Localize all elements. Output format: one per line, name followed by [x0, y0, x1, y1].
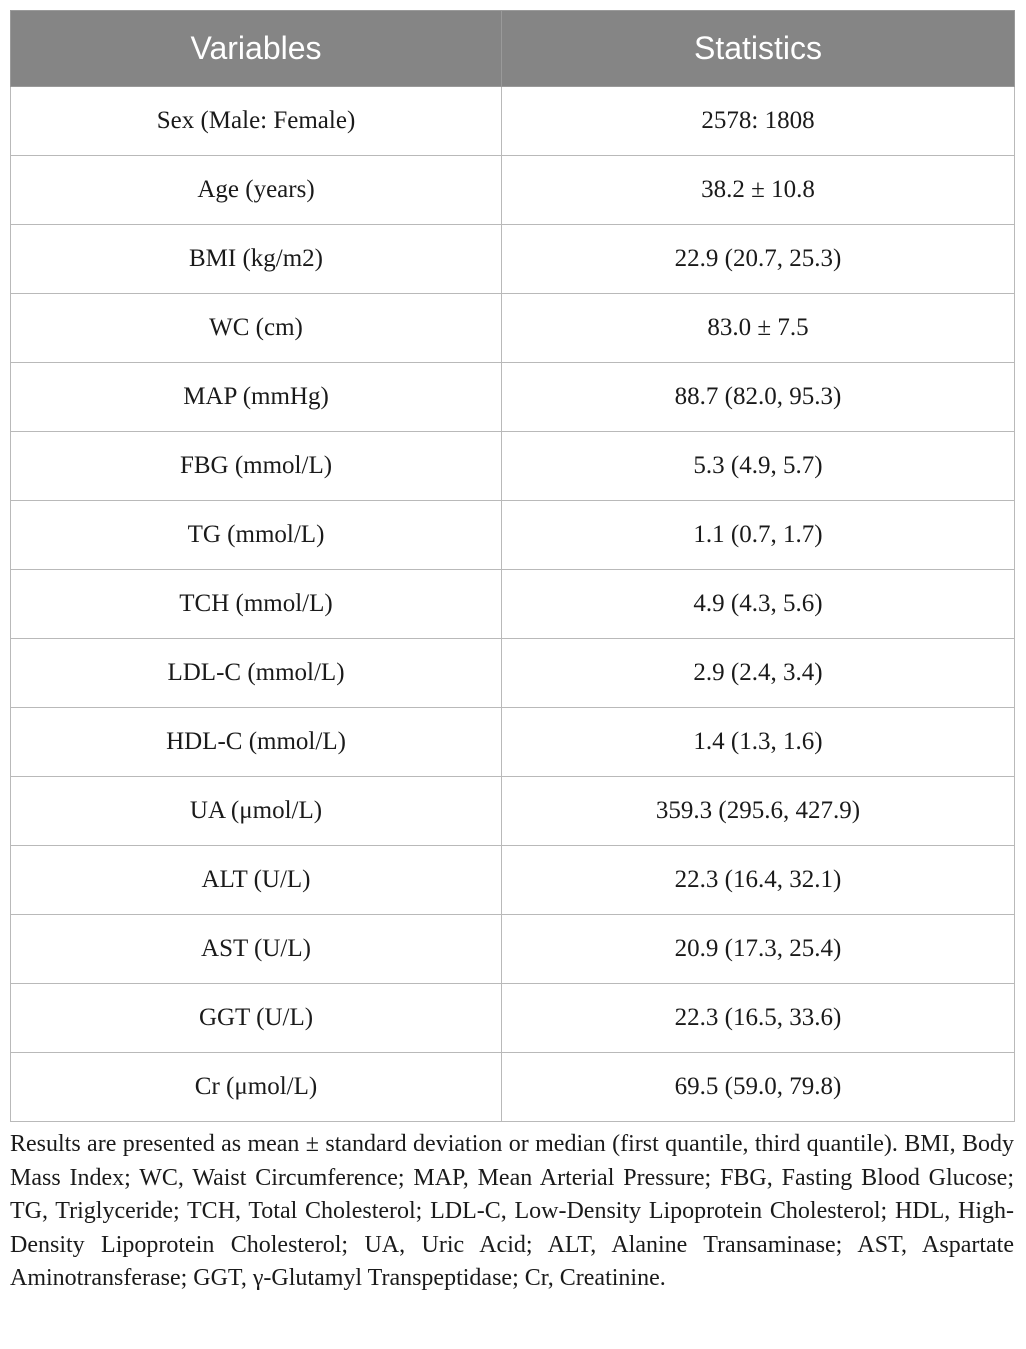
table-row	[11, 225, 1015, 294]
table-row	[11, 777, 1015, 846]
table-row	[11, 432, 1015, 501]
statistic-cell: 4.9 (4.3, 5.6)	[502, 570, 1015, 639]
table-row	[11, 1053, 1015, 1122]
variable-cell: ALT (U/L)	[11, 846, 502, 915]
table-row	[11, 156, 1015, 225]
statistic-cell: 69.5 (59.0, 79.8)	[502, 1053, 1015, 1122]
statistic-cell: 20.9 (17.3, 25.4)	[502, 915, 1015, 984]
statistic-cell: 1.1 (0.7, 1.7)	[502, 501, 1015, 570]
table-row	[11, 708, 1015, 777]
statistic-cell: 2578: 1808	[502, 87, 1015, 156]
variable-cell: TG (mmol/L)	[11, 501, 502, 570]
variable-cell: WC (cm)	[11, 294, 502, 363]
statistic-cell: 88.7 (82.0, 95.3)	[502, 363, 1015, 432]
statistic-cell: 38.2 ± 10.8	[502, 156, 1015, 225]
statistic-cell: 22.9 (20.7, 25.3)	[502, 225, 1015, 294]
statistic-cell: 5.3 (4.9, 5.7)	[502, 432, 1015, 501]
baseline-characteristics-table	[10, 10, 1015, 1122]
variable-cell: TCH (mmol/L)	[11, 570, 502, 639]
table-footnote: Results are presented as mean ± standard deviation or median (first quantile, third quantile). BMI, Body Mass Index; WC, Waist Circumference; MAP, Mean Arterial Pressure; FBG, Fasting Blood Glucose; TG, Triglyceride; TCH, Total Cholesterol; LDL-C, Low-Density Lipoprotein Cholesterol; HDL, High-Density Lipoprotein Cholesterol; UA, Uric Acid; ALT, Alanine Transaminase; AST, Aspartate Aminotransferase; GGT, γ-Glutamyl Transpeptidase; Cr, Creatinine.	[10, 1131, 1014, 1292]
table-row	[11, 846, 1015, 915]
variable-cell: LDL-C (mmol/L)	[11, 639, 502, 708]
variable-cell: MAP (mmHg)	[11, 363, 502, 432]
statistic-cell: 83.0 ± 7.5	[502, 294, 1015, 363]
table-row	[11, 501, 1015, 570]
header-statistics: Statistics	[502, 11, 1015, 87]
table-row	[11, 639, 1015, 708]
statistic-cell: 359.3 (295.6, 427.9)	[502, 777, 1015, 846]
baseline-characteristics-table-wrapper	[10, 10, 1014, 1122]
header-variables: Variables	[11, 11, 502, 87]
variable-cell: Age (years)	[11, 156, 502, 225]
variable-cell: FBG (mmol/L)	[11, 432, 502, 501]
variable-cell: Sex (Male: Female)	[11, 87, 502, 156]
table-row	[11, 915, 1015, 984]
variable-cell: BMI (kg/m2)	[11, 225, 502, 294]
variable-cell: UA (μmol/L)	[11, 777, 502, 846]
table-row	[11, 294, 1015, 363]
variable-cell: GGT (U/L)	[11, 984, 502, 1053]
table-row	[11, 570, 1015, 639]
statistic-cell: 22.3 (16.5, 33.6)	[502, 984, 1015, 1053]
header-row	[11, 11, 1015, 87]
variable-cell: Cr (μmol/L)	[11, 1053, 502, 1122]
variable-cell: AST (U/L)	[11, 915, 502, 984]
statistic-cell: 22.3 (16.4, 32.1)	[502, 846, 1015, 915]
statistic-cell: 2.9 (2.4, 3.4)	[502, 639, 1015, 708]
table-row	[11, 87, 1015, 156]
table-row	[11, 984, 1015, 1053]
variable-cell: HDL-C (mmol/L)	[11, 708, 502, 777]
statistic-cell: 1.4 (1.3, 1.6)	[502, 708, 1015, 777]
table-row	[11, 363, 1015, 432]
